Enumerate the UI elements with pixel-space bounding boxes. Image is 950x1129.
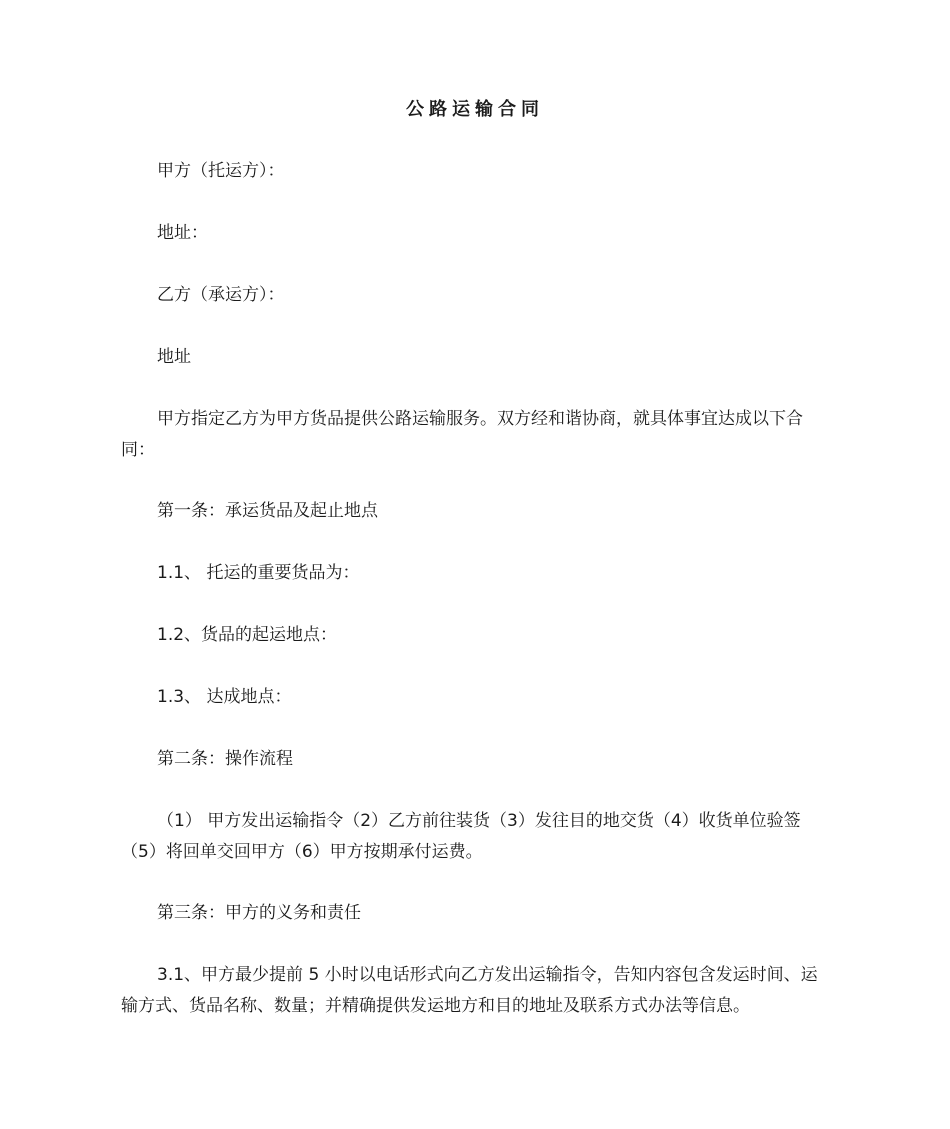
party-b-address-line: 地址 <box>157 347 191 367</box>
party-a-address-line: 地址： <box>157 223 208 243</box>
preamble-paragraph: 甲方指定乙方为甲方货品提供公路运输服务。双方经和谐协商，就具体事宜达成以下合同： <box>121 409 803 460</box>
article-2-heading: 第二条：操作流程 <box>157 749 293 769</box>
process-steps-paragraph: （1） 甲方发出运输指令（2）乙方前往装货（3）发往目的地交货（4）收货单位验签（5）将回单交回甲方（6）甲方按期承付运费。 <box>121 811 801 862</box>
party-a-line: 甲方（托运方）： <box>157 161 285 181</box>
clause-1-2: 1.2、货品的起运地点： <box>157 625 338 645</box>
clause-1-1: 1.1、 托运的重要货品为： <box>157 563 360 583</box>
party-b-line: 乙方（承运方）： <box>157 285 285 305</box>
article-1-heading: 第一条：承运货品及起止地点 <box>157 501 378 521</box>
clause-3-1: 3.1、甲方最少提前 5 小时以电话形式向乙方发出运输指令，告知内容包含发运时间、运输方式、货品名称、数量；并精确提供发运地方和目的地址及联系方式办法等信息。 <box>121 965 818 1016</box>
document-title: 公路运输合同 <box>406 99 544 120</box>
article-3-heading: 第三条：甲方的义务和责任 <box>157 903 361 923</box>
clause-1-3: 1.3、 达成地点： <box>157 687 292 707</box>
